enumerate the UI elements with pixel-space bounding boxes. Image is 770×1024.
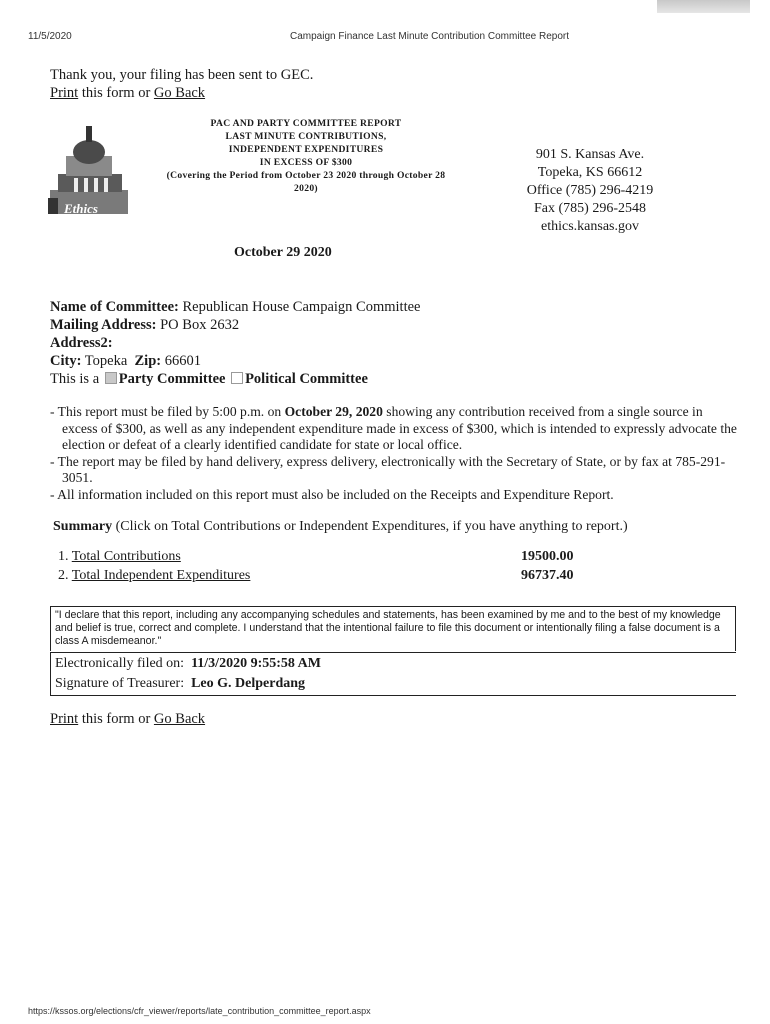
total-expenditures-row [58,568,598,587]
note-text: showing any contribution received from a single source in excess of $300, as well as any independent expenditure made in excess of $300, which is intended to expressly advocate the election or defeat of a clearly identified candidate for state or local office. [62,404,737,452]
footer-print-link[interactable]: Print [50,711,79,727]
total-expenditures-item [58,568,250,584]
filing-note [50,404,740,454]
total-expenditures-value: 96737.40 [521,568,574,583]
seal-ethics-text: Ethics [64,201,98,216]
party-committee-checkbox[interactable] [105,372,117,384]
filed-on-label: Electronically filed on: [55,656,185,671]
report-heading-line: LAST MINUTE CONTRIBUTIONS, [225,131,387,142]
filing-signature-block [50,652,736,696]
footer-go-back-link[interactable]: Go Back [153,711,206,727]
summary-heading [53,519,628,535]
committee-name-value: Republican House Campaign Committee [182,299,421,315]
committee-type-row [50,370,420,388]
city-label: City: [50,353,82,369]
zip-label: Zip: [134,353,162,369]
summary-label: Summary [53,519,113,534]
treasurer-value: Leo G. Delperdang [191,676,306,691]
committee-name-label: Name of Committee: [50,299,179,315]
print-date: 11/5/2020 [28,31,72,42]
political-committee-label: Political Committee [245,371,368,387]
address-line: Fax (785) 296-2548 [534,201,646,216]
address-line: Topeka, KS 66612 [537,165,643,180]
report-heading-line: IN EXCESS OF $300 [259,157,353,168]
note-text: - This report must be filed by 5:00 p.m. on [50,404,285,419]
party-committee-label: Party Committee [118,371,226,387]
report-date: October 29 2020 [234,245,332,260]
treasurer-row [55,674,732,694]
address2-label: Address2: [50,335,113,351]
print-header-title: Campaign Finance Last Minute Contribution Committee Report [290,31,570,42]
filed-on-row [55,654,732,674]
report-heading-line: PAC AND PARTY COMMITTEE REPORT [210,118,402,129]
address-line: Office (785) 296-4219 [526,183,654,198]
report-heading-line: INDEPENDENT EXPENDITURES [228,144,384,155]
ethics-office-address [520,146,660,236]
mailing-address-row [50,316,420,334]
declaration-statement: "I declare that this report, including any accompanying schedules and statements, has been examined by me and to the best of my knowledge and belief is true, correct and complete. I understand that the intentional failure to file this document or intentionally filing a false document is a class A misdemeanor." [50,606,736,651]
filing-note: - All information included on this report must also be included on the Receipts and Expenditure Report. [50,486,614,502]
city-zip-row [50,352,420,370]
total-independent-expenditures-link[interactable]: Total Independent Expenditures [71,568,251,583]
summary-totals [58,549,598,587]
item-number: 1. [58,549,72,564]
treasurer-label: Signature of Treasurer: [55,676,185,691]
confirmation-message: Thank you, your filing has been sent to GEC. [50,67,314,83]
filing-note: - The report may be filed by hand delivery, express delivery, electronically with the Secretary of State, or by fax at 785-291-3051. [50,453,726,485]
committee-type-prefix: This is a [50,371,100,387]
report-heading-line: (Covering the Period from October 23 2020 through October 28 [166,170,446,181]
scan-corner-mark [657,0,750,13]
city-value: Topeka [84,353,128,369]
address-line: 901 S. Kansas Ave. [535,147,645,162]
go-back-link[interactable]: Go Back [153,85,206,101]
page-url: https://kssos.org/elections/cfr_viewer/reports/late_contribution_committee_report.aspx [28,1006,371,1016]
report-heading [136,117,476,195]
print-link[interactable]: Print [50,85,79,101]
item-number: 2. [58,568,72,583]
mailing-address-label: Mailing Address: [50,317,157,333]
summary-instructions: (Click on Total Contributions or Independent Expenditures, if you have anything to report.) [112,519,628,534]
deadline-date: October 29, 2020 [284,404,383,419]
link-separator-text: this form or [78,711,154,727]
total-contributions-item [58,549,181,565]
filing-notes [50,404,740,503]
total-contributions-value: 19500.00 [521,549,574,564]
mailing-address-value: PO Box 2632 [160,317,240,333]
committee-info [50,298,420,388]
address2-row [50,334,420,352]
political-committee-checkbox[interactable] [231,372,243,384]
address-line: ethics.kansas.gov [541,219,639,234]
report-heading-line: 2020) [294,183,318,194]
zip-value: 66601 [164,353,201,369]
filed-on-value: 11/3/2020 9:55:58 AM [191,656,321,671]
confirmation-block [50,66,313,102]
confirmation-links [50,84,313,102]
kansas-capitol-seal-icon [44,118,132,218]
link-separator-text: this form or [78,85,154,101]
total-contributions-link[interactable]: Total Contributions [71,549,181,564]
committee-name-row [50,298,420,316]
total-contributions-row [58,549,598,568]
footer-links [50,711,205,728]
